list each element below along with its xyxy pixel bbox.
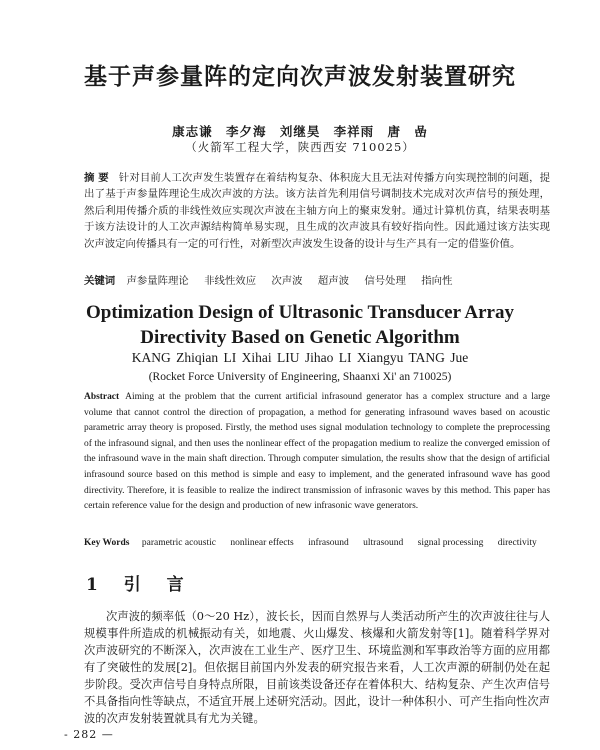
- body-paragraph: 次声波的频率低（0～20 Hz），波长长，因而自然界与人类活动所产生的次声波往往与人规模事件所造成的机械振动有关，如地震、火山爆发、核爆和火箭发射等[1]。随着科学界对次声波研究的不断深入，次声波在工业生产、医疗卫生、环境监测和军事政治等方面的应用都有了突破性的发展[2]。但依据目前国内外发表的研究报告来看，人工次声源的研制仍处在起步阶段。受次声信号自身特点所限，目前该类设备还存在着体积大、结构复杂、产生次声信号不具备指向性等缺点，不适宜开展上述研究活动。因此，设计一种体积小、可产生指向性次声波的次声发射装置就具有尤为关键。: [84, 610, 550, 725]
- section-heading-introduction: 1 引 言: [86, 575, 194, 595]
- keyword-en: infrasound: [308, 538, 349, 548]
- keyword-en: signal processing: [417, 538, 484, 548]
- affiliation-cn: （火箭军工程大学，陕西西安 710025）: [185, 140, 415, 154]
- abstract-en-text: Aiming at the problem that the current artificial infrasound generator has a complex structure and a large volume that cannot control the direction of propagation, a method for generating infrasound waves based on acoustic parametric array theory is proposed. Firstly, the method uses signal modulation technology to complete the preprocessing of the infrasound signal, and then uses the nonlinear effect of the propagation medium to realize the converged emission of the infrasound wave in the main shaft direction. Through computer simulation, the results show that the design of artificial infrasound source based on this method is simple and easy to implement, and the generated infrasound wave has good directivity. Therefore, it is feasible to realize the indirect transmission of infrasonic waves by this method. This paper has certain reference value for the design and production of new infrasonic wave generators.: [84, 392, 550, 512]
- keywords-cn-label: 关键词: [84, 275, 116, 287]
- keywords-en: [84, 538, 550, 548]
- page-number: - 282 —: [64, 728, 114, 741]
- paper-title-en-line2: Directivity Based on Genetic Algorithm: [140, 327, 460, 348]
- keyword-cn: 超声波: [317, 275, 350, 287]
- keyword-cn: 声参量阵理论: [126, 275, 189, 287]
- keyword-cn: 信号处理: [364, 275, 406, 287]
- authors-cn: 康志谦 李夕海 刘继昊 李祥雨 唐 嵒: [172, 124, 428, 139]
- keywords-en-label: Key Words: [84, 538, 130, 548]
- affiliation-en: (Rocket Force University of Engineering, Shaanxi Xi' an 710025): [148, 371, 452, 383]
- keyword-cn: 次声波: [271, 275, 303, 287]
- keyword-cn: 非线性效应: [204, 275, 257, 287]
- keyword-en: nonlinear effects: [230, 538, 294, 548]
- abstract-en: [84, 390, 550, 515]
- paper-title-cn: 基于声参量阵的定向次声波发射装置研究: [84, 63, 516, 90]
- abstract-cn-text: 针对目前人工次声发生装置存在着结构复杂、体积庞大且无法对传播方向实现控制的问题，提出了基于声参量阵理论生成次声波的方法。该方法首先利用信号调制技术完成对次声信号的预处理，然后利用传播介质的非线性效应实现次声波在主轴方向上的聚束发射。通过计算机仿真，结果表明基于该方法设计的人工次声源结构简单易实现，且生成的次声波具有较好指向性。因此通过该方法实现次声波定向传播具有一定的可行性，对新型次声波发生设备的设计与生产具有一定的借鉴价值。: [84, 172, 550, 250]
- authors-en: KANG Zhiqian LI Xihai LIU Jihao LI Xiangyu TANG Jue: [131, 350, 469, 365]
- keyword-en: directivity: [497, 538, 537, 548]
- keyword-cn: 指向性: [421, 275, 453, 287]
- keywords-cn: [84, 272, 550, 287]
- abstract-cn: [84, 170, 550, 252]
- abstract-en-label: Abstract: [84, 392, 120, 402]
- paper-title-en-line1: Optimization Design of Ultrasonic Transducer Array: [85, 302, 514, 323]
- keyword-en: ultrasound: [363, 538, 404, 548]
- abstract-cn-label: 摘 要: [84, 172, 109, 184]
- paper-title-en: [0, 300, 600, 350]
- keyword-en: parametric acoustic: [141, 538, 216, 548]
